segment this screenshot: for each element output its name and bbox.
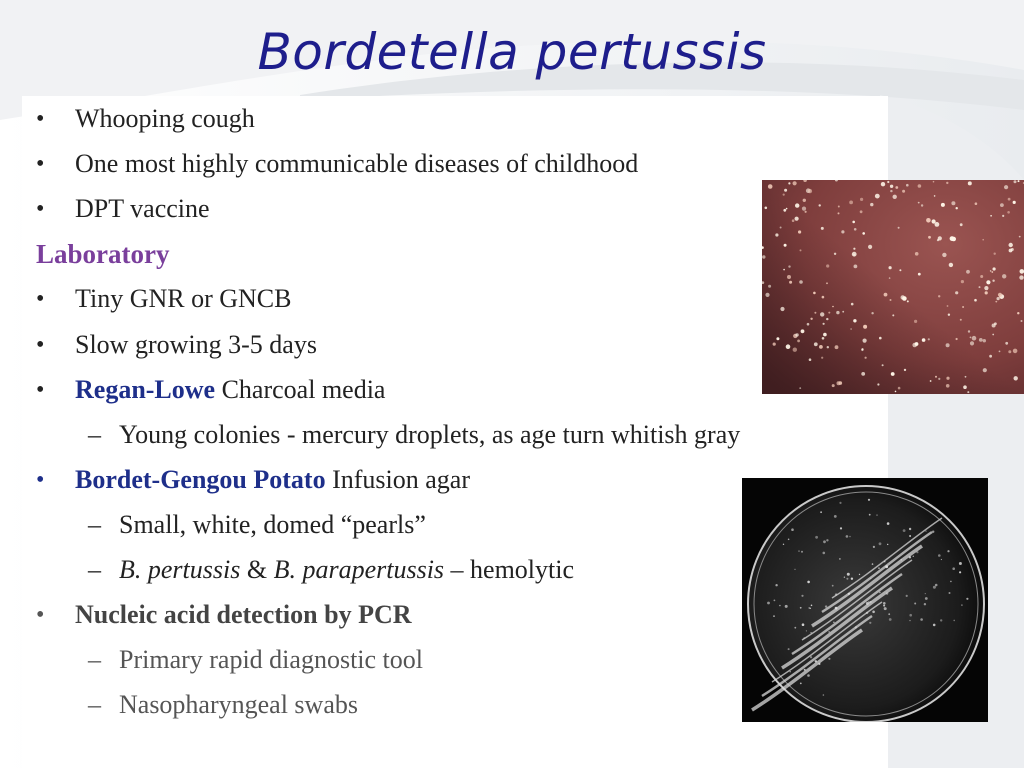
bullet-glyph: •	[36, 106, 45, 132]
media-name-bold: Regan-Lowe	[75, 375, 216, 404]
bullet-glyph: •	[36, 196, 45, 222]
slide-title: Bordetella pertussis	[257, 23, 767, 81]
colonies-photo	[762, 180, 1024, 394]
dash-glyph: –	[88, 420, 101, 449]
bullet-glyph: •	[36, 151, 45, 177]
bullet-text	[75, 374, 385, 406]
sub-bullet-text: Primary rapid diagnostic tool	[119, 645, 424, 674]
sub-bullet-text	[119, 554, 574, 586]
bullet-text: Whooping cough	[75, 104, 255, 133]
ampersand: &	[240, 555, 274, 584]
dash-glyph: –	[88, 645, 101, 674]
dash-glyph: –	[88, 690, 101, 719]
colonies-image	[762, 180, 1024, 394]
media-suffix: Charcoal media	[215, 375, 386, 404]
agar-plate-image	[742, 478, 988, 722]
bullet-glyph: •	[36, 602, 45, 628]
bullet-text	[75, 464, 470, 496]
bullet-glyph: •	[36, 467, 45, 493]
bullet-text: DPT vaccine	[75, 194, 210, 223]
media-suffix: Infusion agar	[325, 465, 470, 494]
section-heading-laboratory: Laboratory	[36, 239, 170, 269]
hemolytic-suffix: – hemolytic	[444, 555, 575, 584]
bullet-text: One most highly communicable diseases of childhood	[75, 149, 639, 178]
dash-glyph: –	[88, 555, 101, 584]
bullet-text: Nucleic acid detection by PCR	[75, 600, 412, 629]
bullet-text: Tiny GNR or GNCB	[75, 284, 292, 313]
bullet-text: Slow growing 3-5 days	[75, 330, 317, 359]
species-name: B. pertussis	[119, 555, 241, 584]
media-name-bold: Bordet-Gengou Potato	[75, 465, 326, 494]
dash-glyph: –	[88, 510, 101, 539]
bullet-glyph: •	[36, 377, 45, 403]
sub-bullet-text: Small, white, domed “pearls”	[119, 510, 426, 539]
sub-bullet-text: Nasopharyngeal swabs	[119, 690, 358, 719]
species-name: B. parapertussis	[273, 555, 445, 584]
bullet-glyph: •	[36, 332, 45, 358]
sub-bullet-text: Young colonies - mercury droplets, as age turn whitish gray	[119, 420, 741, 449]
bullet-glyph: •	[36, 286, 45, 312]
agar-plate-photo	[742, 478, 988, 722]
